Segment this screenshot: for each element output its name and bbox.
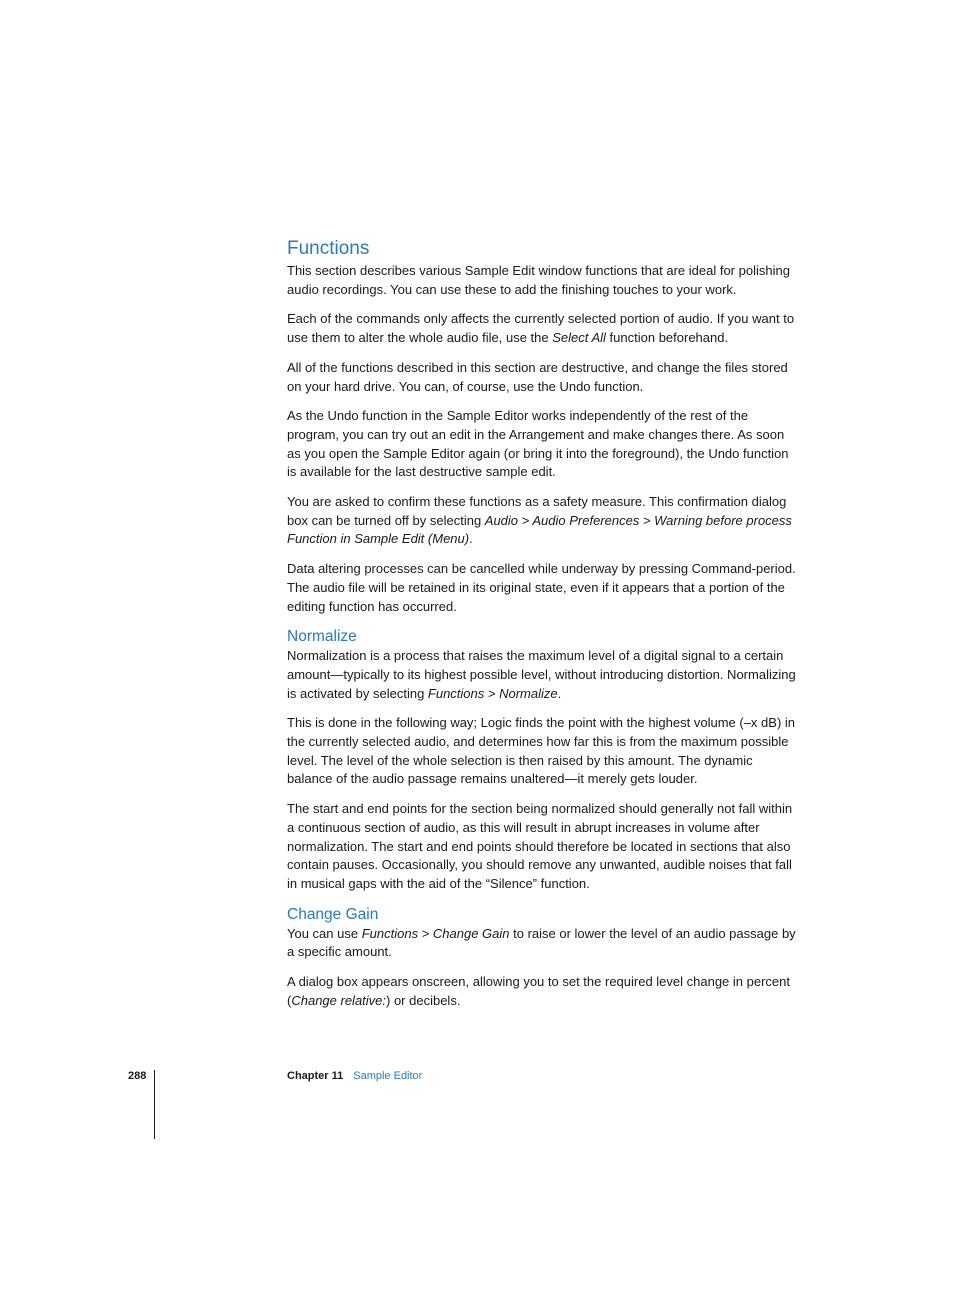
section-heading-normalize: Normalize	[287, 628, 357, 646]
text-run: Normalization is a process that raises the maximum level of a digital signal to a certain amount—typically to its highest possible level, without introducing distortion. Normalizing is activated by selecting	[287, 648, 796, 701]
paragraph: This section describes various Sample Edit window functions that are ideal for polishing audio recordings. You can use these to add the finishing touches to your work.	[287, 263, 790, 297]
menu-reference: Functions > Change Gain	[361, 925, 510, 941]
section-heading-functions: Functions	[287, 238, 370, 259]
section-heading-change-gain: Change Gain	[287, 905, 379, 923]
chapter-title: Sample Editor	[353, 1070, 423, 1082]
menu-reference: Select All	[552, 330, 606, 346]
text-run: function beforehand.	[605, 330, 729, 346]
menu-reference: Change relative:	[291, 992, 387, 1008]
paragraph	[287, 973, 799, 1010]
text-run: to raise or lower the level of an audio passage by a specific amount.	[287, 925, 796, 960]
paragraph: Data altering processes can be cancelled while underway by pressing Command-period. The audio file will be retained in its original state, even if it appears that a portion of the editing function has occurred.	[287, 561, 796, 614]
text-run: ) or decibels.	[386, 992, 461, 1008]
text-run: .	[469, 531, 473, 547]
text-run: Each of the commands only affects the currently selected portion of audio. If you want to use them to alter the whole audio file, use the	[287, 311, 795, 346]
text-run: You can use	[287, 925, 362, 941]
footer-chapter	[287, 1070, 422, 1082]
paragraph: As the Undo function in the Sample Editor works independently of the rest of the program, you can try out an edit in the Arrangement and make changes there. As soon as you open the Sample Editor again (or bring it into the foreground), the Undo function is available for the last destructive sample edit.	[287, 408, 789, 480]
paragraph	[287, 925, 799, 962]
chapter-label: Chapter 11	[287, 1070, 344, 1082]
menu-reference: Functions > Normalize	[427, 685, 558, 701]
paragraph: This is done in the following way; Logic finds the point with the highest volume (–x dB) in the currently selected audio, and determines how far this is from the maximum possible level. The level of the whole selection is then raised by this amount. The dynamic balance of the audio passage remains unaltered—it merely gets louder.	[287, 715, 795, 787]
paragraph	[287, 647, 799, 703]
text-run: A dialog box appears onscreen, allowing you to set the required level change in percent (	[287, 974, 790, 1008]
text-run: You are asked to confirm these functions as a safety measure. This confirmation dialog box can be turned off by selecting	[287, 494, 787, 528]
paragraph: All of the functions described in this section are destructive, and change the files stored on your hard drive. You can, of course, use the Undo function.	[287, 359, 788, 394]
text-run: .	[557, 685, 562, 701]
footer-divider	[154, 1070, 155, 1139]
page-content	[287, 236, 799, 1011]
page-number: 288	[128, 1070, 147, 1082]
paragraph	[287, 493, 799, 549]
menu-reference: Audio > Audio Preferences > Warning before process Function in Sample Edit (Menu)	[287, 512, 792, 547]
paragraph: The start and end points for the section being normalized should generally not fall within a continuous section of audio, as this will result in abrupt increases in volume after normalization. The start and end points should therefore be located in sections that also contain pauses. Occasionally, you should remove any unwanted, audible noises that fall in musical gaps with the aid of the “Silence” function.	[287, 801, 793, 891]
paragraph	[287, 310, 799, 347]
